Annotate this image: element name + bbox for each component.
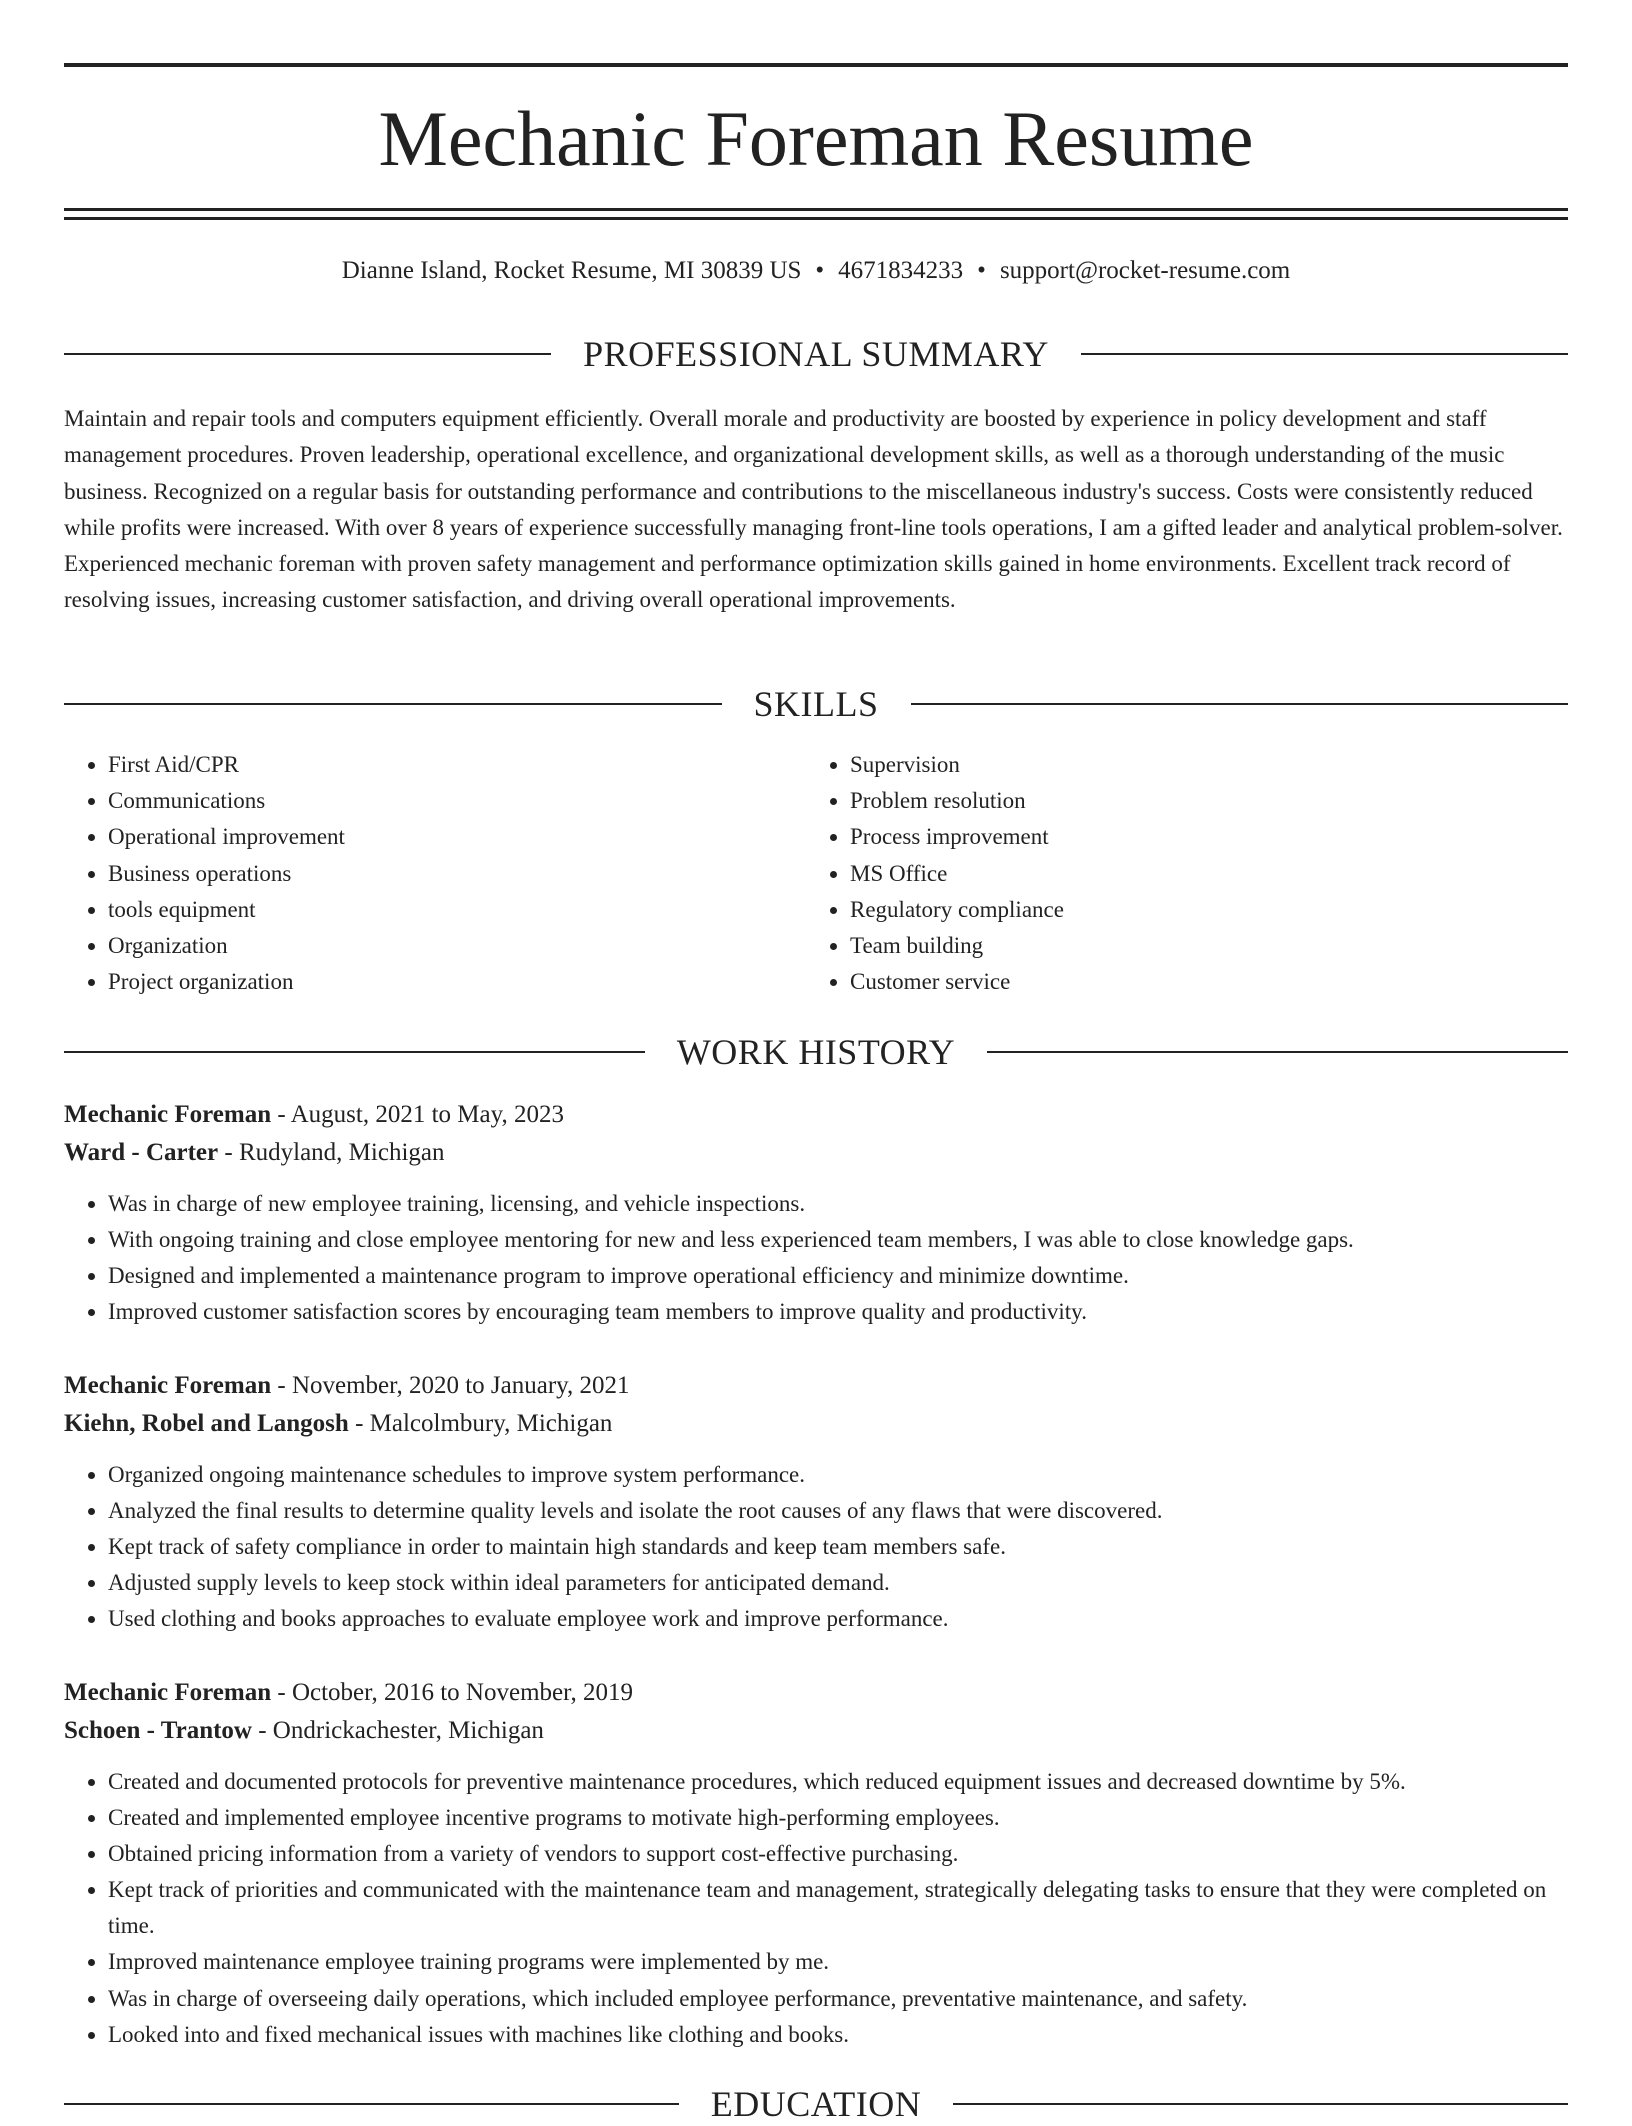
skills-list-left (64, 747, 806, 1000)
contact-email: support@rocket-resume.com (999, 257, 1291, 284)
skill-item: • Operational improvement (108, 819, 806, 855)
section-header-education (64, 2082, 1568, 2126)
job-dates: - August, 2021 to May, 2023 (271, 1101, 564, 1128)
job-bullet: • Created and documented protocols for preventive maintenance procedures, which reduced equipment issues and decreased downtime by 5%. (108, 1764, 1568, 1800)
skill-item: • Problem resolution (850, 783, 1568, 819)
job-company: Schoen - Trantow (64, 1717, 252, 1744)
section-title-skills: SKILLS (753, 684, 879, 724)
section-rule (953, 2103, 1568, 2105)
section-rule (1081, 353, 1568, 355)
job-title: Mechanic Foreman (64, 1679, 272, 1706)
job-company-line (64, 1134, 1568, 1172)
job-bullet: • Improved maintenance employee training programs were implemented by me. (108, 1944, 1568, 1980)
top-rule (64, 63, 1568, 67)
job-bullet: • Adjusted supply levels to keep stock within ideal parameters for anticipated demand. (108, 1565, 1568, 1601)
job-dates: - October, 2016 to November, 2019 (271, 1679, 633, 1706)
section-rule (64, 353, 551, 355)
job-title-line (64, 1674, 1568, 1712)
job-title-line (64, 1096, 1568, 1134)
section-title-summary: PROFESSIONAL SUMMARY (583, 334, 1049, 374)
contact-address: Dianne Island, Rocket Resume, MI 30839 US (341, 257, 802, 284)
job-location: - Rudyland, Michigan (218, 1139, 445, 1166)
job-company-line (64, 1712, 1568, 1750)
contact-line (64, 255, 1568, 287)
section-rule (64, 703, 722, 705)
section-header-work (64, 1030, 1568, 1074)
section-header-skills (64, 682, 1568, 726)
job-bullet: • Organized ongoing maintenance schedules to improve system performance. (108, 1457, 1568, 1493)
skill-item: • Customer service (850, 964, 1568, 1000)
skill-item: • tools equipment (108, 892, 806, 928)
job-title-line (64, 1367, 1568, 1405)
job-company: Ward - Carter (64, 1139, 219, 1166)
job-bullets (64, 1764, 1568, 2053)
skill-item: • Supervision (850, 747, 1568, 783)
job-bullet: • Was in charge of new employee training, licensing, and vehicle inspections. (108, 1186, 1568, 1222)
section-title-education: EDUCATION (710, 2084, 922, 2124)
job-location: - Ondrickachester, Michigan (251, 1717, 544, 1744)
job-entry (64, 1096, 1568, 1330)
section-title-work: WORK HISTORY (676, 1032, 956, 1072)
job-location: - Malcolmbury, Michigan (348, 1410, 613, 1437)
job-bullets (64, 1186, 1568, 1330)
page-title: Mechanic Foreman Resume (378, 95, 1254, 182)
contact-phone: 4671834233 (838, 257, 964, 284)
job-bullet: • Designed and implemented a maintenance program to improve operational efficiency and minimize downtime. (108, 1258, 1568, 1294)
job-dates: - November, 2020 to January, 2021 (271, 1372, 630, 1399)
skill-item: • MS Office (850, 856, 1568, 892)
job-bullet: • Kept track of priorities and communicated with the maintenance team and management, strategically delegating tasks to ensure that they were completed on time. (108, 1872, 1568, 1944)
skill-item: • Business operations (108, 856, 806, 892)
skill-item: • Communications (108, 783, 806, 819)
contact-separator: • (977, 257, 986, 284)
job-bullet: • Looked into and fixed mechanical issues with machines like clothing and books. (108, 2017, 1568, 2053)
job-bullet: • Improved customer satisfaction scores by encouraging team members to improve quality and productivity. (108, 1294, 1568, 1330)
section-rule (64, 2103, 679, 2105)
skill-item: • Project organization (108, 964, 806, 1000)
summary-paragraph: Maintain and repair tools and computers equipment efficiently. Overall morale and productivity are boosted by experience in policy development and staff management procedures. Proven leadership, operational excellence, and organizational development skills, as well as a thorough understanding of the music business. Recognized on a regular basis for outstanding performance and contributions to the miscellaneous industry's success. Costs were consistently reduced while profits were increased. With over 8 years of experience successfully managing front-line tools operations, I am a gifted leader and analytical problem-solver. Experienced mechanic foreman with proven safety management and performance optimization skills gained in home environments. Excellent track record of resolving issues, increasing customer satisfaction, and driving overall operational improvements. (64, 406, 1563, 613)
section-rule (987, 1051, 1568, 1053)
job-company-line (64, 1405, 1568, 1443)
skills-columns (64, 747, 1568, 1000)
job-bullet: • Used clothing and books approaches to evaluate employee work and improve performance. (108, 1601, 1568, 1637)
skills-list-right (806, 747, 1568, 1000)
job-bullet: • Was in charge of overseeing daily operations, which included employee performance, preventative maintenance, and safety. (108, 1981, 1568, 2017)
job-bullet: • Kept track of safety compliance in order to maintain high standards and keep team members safe. (108, 1529, 1568, 1565)
job-bullet: • Obtained pricing information from a variety of vendors to support cost-effective purchasing. (108, 1836, 1568, 1872)
skill-item: • First Aid/CPR (108, 747, 806, 783)
job-title: Mechanic Foreman (64, 1372, 272, 1399)
job-entry (64, 1674, 1568, 2053)
skill-item: • Team building (850, 928, 1568, 964)
job-bullets (64, 1457, 1568, 1637)
skill-item: • Process improvement (850, 819, 1568, 855)
skill-item: • Organization (108, 928, 806, 964)
job-bullet: • Created and implemented employee incentive programs to motivate high-performing employees. (108, 1800, 1568, 1836)
section-rule (64, 1051, 645, 1053)
skill-item: • Regulatory compliance (850, 892, 1568, 928)
contact-separator: • (815, 257, 825, 284)
section-rule (911, 703, 1569, 705)
title-double-rule (64, 208, 1568, 220)
job-company: Kiehn, Robel and Langosh (64, 1410, 349, 1437)
job-title: Mechanic Foreman (64, 1101, 272, 1128)
job-bullet: • Analyzed the final results to determine quality levels and isolate the root causes of any flaws that were discovered. (108, 1493, 1568, 1529)
section-header-summary (64, 332, 1568, 376)
job-entry (64, 1367, 1568, 1637)
job-bullet: • With ongoing training and close employee mentoring for new and less experienced team members, I was able to close knowledge gaps. (108, 1222, 1568, 1258)
